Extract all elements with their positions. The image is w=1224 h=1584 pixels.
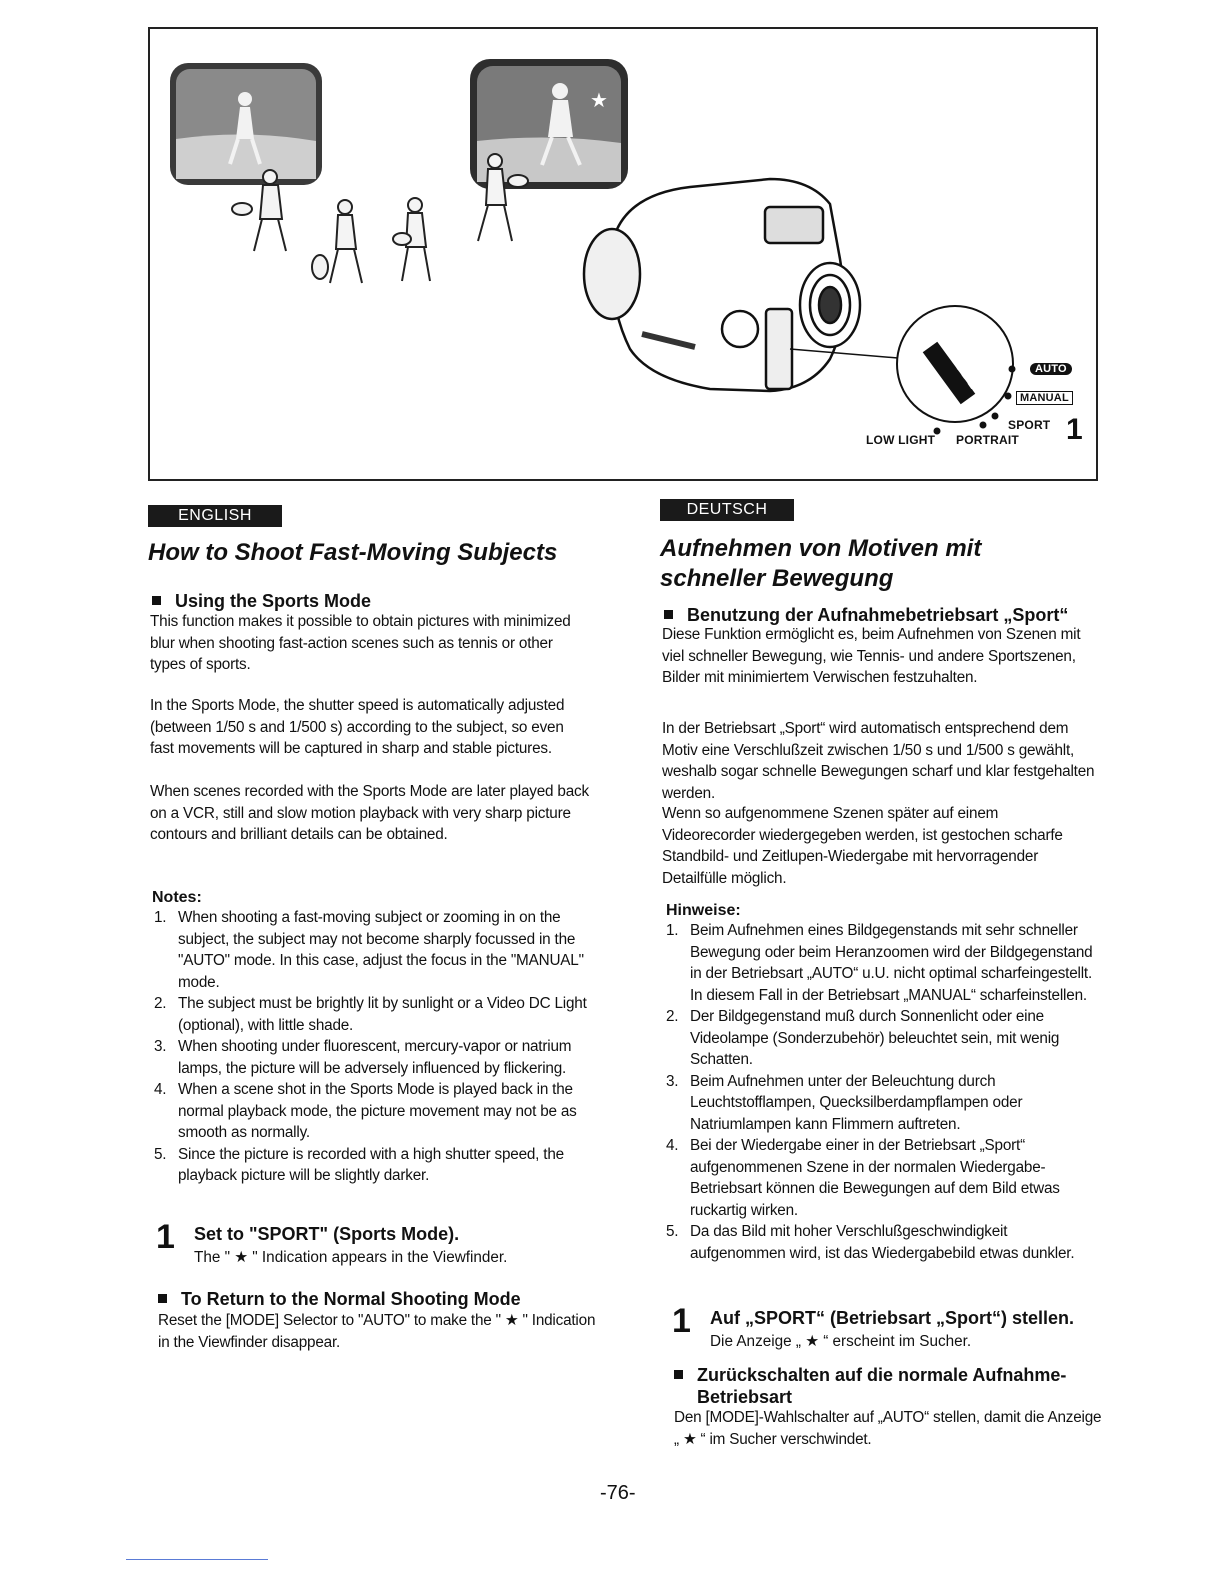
english-return-text: Reset the [MODE] Selector to "AUTO" to make the " ★ " Indication in the Viewfinder disappear.: [158, 1312, 596, 1351]
note-number: 5.: [666, 1223, 679, 1240]
step-description: The " ★ " Indication appears in the Viewfinder.: [194, 1249, 508, 1266]
dial-lowlight-label: LOW LIGHT: [866, 433, 936, 447]
note-text: When a scene shot in the Sports Mode is played back in the normal playback mode, the picture movement may not be as smooth as normally.: [178, 1081, 577, 1141]
note-number: 4.: [666, 1137, 679, 1154]
note-item: [664, 920, 1096, 1006]
note-text: Beim Aufnehmen eines Bildgegenstands mit sehr schneller Bewegung oder beim Heranzoomen wird der Bildgegenstand in der Betriebsart „AUTO“ u.U. nicht optimal scharfeingestellt. In diesem Fall in der Betriebsart „MANUAL“ scharfeinstellen.: [690, 922, 1093, 1004]
viewfinder-thumbnail-1: [170, 63, 322, 185]
deutsch-tag: DEUTSCH: [660, 499, 794, 521]
english-intro: This function makes it possible to obtain pictures with minimized blur when shooting fast-action scenes such as tennis or other types of sports.: [150, 613, 571, 673]
note-text: Der Bildgegenstand muß durch Sonnenlicht oder eine Videolampe (Sonderzubehör) beleuchtet sein, mit wenig Schatten.: [690, 1008, 1060, 1068]
bullet-square-icon: [152, 596, 161, 605]
bullet-square-icon: [158, 1294, 167, 1303]
note-number: 1.: [666, 922, 679, 939]
scan-artifact-line: [126, 1559, 268, 1560]
deutsch-paragraph-1: In der Betriebsart „Sport“ wird automatisch entsprechend dem Motiv eine Verschlußzeit zwischen 1/50 s und 1/500 s gewählt, weshalb sogar schnelle Bewegungen scharf und klar festgehalten werden.: [662, 720, 1095, 802]
english-notes-list: [152, 907, 592, 1187]
english-paragraph-1: In the Sports Mode, the shutter speed is automatically adjusted (between 1/50 s and 1/500 s) according to the subject, so even fast movements will be captured in sharp and stable pictures.: [150, 697, 565, 757]
note-number: 4.: [154, 1081, 167, 1098]
note-text: Da das Bild mit hoher Verschlußgeschwindigkeit aufgenommen wird, ist das Wiedergabebild etwas dunkler.: [690, 1223, 1075, 1262]
bullet-square-icon: [674, 1370, 683, 1379]
note-item: [152, 907, 592, 993]
dial-step-number: 1: [1066, 413, 1083, 446]
bullet-square-icon: [664, 610, 673, 619]
note-text: Since the picture is recorded with a high shutter speed, the playback picture will be slightly darker.: [178, 1145, 564, 1184]
mode-dial-label: MODE: [943, 347, 981, 393]
illustration-frame: [148, 27, 1098, 481]
deutsch-notes-heading: Hinweise:: [666, 902, 741, 919]
step-description: Die Anzeige „ ★ “ erscheint im Sucher.: [710, 1333, 972, 1350]
english-notes-heading: Notes:: [152, 889, 202, 906]
camcorder: [584, 179, 910, 391]
camcorder-illustration: [150, 29, 1096, 479]
note-item: [664, 1135, 1096, 1221]
step-heading: Set to "SPORT" (Sports Mode).: [194, 1224, 460, 1244]
note-text: When shooting a fast-moving subject or zooming in on the subject, the subject may not become sharply focussed in the "AUTO" mode. In this case, adjust the focus in the "MANUAL" mode.: [178, 909, 584, 991]
deutsch-return-text: Den [MODE]-Wahlschalter auf „AUTO“ stellen, damit die Anzeige „ ★ “ im Sucher verschwindet.: [674, 1409, 1102, 1448]
dial-manual-label: MANUAL: [1016, 391, 1073, 405]
english-return-heading: To Return to the Normal Shooting Mode: [158, 1288, 521, 1310]
dial-sport-label: SPORT: [1008, 418, 1051, 432]
note-number: 5.: [154, 1145, 167, 1163]
step-heading: Auf „SPORT“ (Betriebsart „Sport“) stellen.: [710, 1308, 1075, 1328]
step-number: 1: [156, 1218, 175, 1256]
note-item: [152, 1079, 592, 1144]
english-paragraph-2: When scenes recorded with the Sports Mode are later played back on a VCR, still and slow motion playback with very sharp picture contours and brilliant details can be obtained.: [150, 783, 589, 843]
english-title: How to Shoot Fast-Moving Subjects: [148, 539, 558, 566]
note-item: [152, 1144, 592, 1187]
note-number: 3.: [154, 1038, 167, 1055]
step-number: 1: [672, 1302, 691, 1340]
deutsch-title-line2: schneller Bewegung: [660, 565, 894, 592]
note-text: The subject must be brightly lit by sunlight or a Video DC Light (optional), with little shade.: [178, 995, 587, 1034]
note-number: 2.: [154, 995, 167, 1012]
deutsch-title-line1: Aufnehmen von Motiven mit: [660, 535, 982, 562]
deutsch-return-heading: Zurückschalten auf die normale Aufnahme- Betriebsart: [674, 1364, 1066, 1408]
dial-auto-label: AUTO: [1030, 363, 1072, 375]
note-text: Bei der Wiedergabe einer in der Betriebsart „Sport“ aufgenommenen Szene in der normalen Wiedergabe-Betriebsart können die Bewegungen auf dem Bild etwas ruckartig wirken.: [690, 1137, 1060, 1219]
deutsch-intro: Diese Funktion ermöglicht es, beim Aufnehmen von Szenen mit viel schneller Bewegung, wie Tennis- und andere Sportszenen, Bilder mit minimiertem Verwischen festzuhalten.: [662, 626, 1081, 686]
deutsch-sports-mode-heading: Benutzung der Aufnahmebetriebsart „Sport“: [664, 604, 1068, 626]
english-sports-mode-heading: Using the Sports Mode: [152, 590, 371, 612]
note-number: 2.: [666, 1008, 679, 1025]
note-number: 1.: [154, 909, 167, 926]
note-item: [152, 993, 592, 1036]
dial-portrait-label: PORTRAIT: [956, 433, 1019, 447]
note-number: 3.: [666, 1072, 679, 1090]
note-text: Beim Aufnehmen unter der Beleuchtung durch Leuchtstofflampen, Quecksilberdampflampen oder Natriumlampen kann Flimmern auftreten.: [690, 1072, 1023, 1133]
note-text: When shooting under fluorescent, mercury-vapor or natrium lamps, the picture will be adversely influenced by flickering.: [178, 1038, 572, 1077]
english-tag: ENGLISH: [148, 505, 282, 527]
deutsch-paragraph-2: Wenn so aufgenommene Szenen später auf einem Videorecorder wiedergegeben werden, ist gestochen scharfe Standbild- und Zeitlupen-Wiedergabe mit hervorragender Detailfülle möglich.: [662, 805, 1063, 887]
mode-dial: [897, 306, 1015, 434]
page-number: -76-: [600, 1482, 636, 1504]
svg-text:★: ★: [590, 88, 608, 112]
note-item: [664, 1071, 1096, 1136]
note-item: [664, 1006, 1096, 1071]
note-item: [664, 1221, 1096, 1264]
deutsch-notes-list: [664, 920, 1096, 1264]
note-item: [152, 1036, 592, 1079]
